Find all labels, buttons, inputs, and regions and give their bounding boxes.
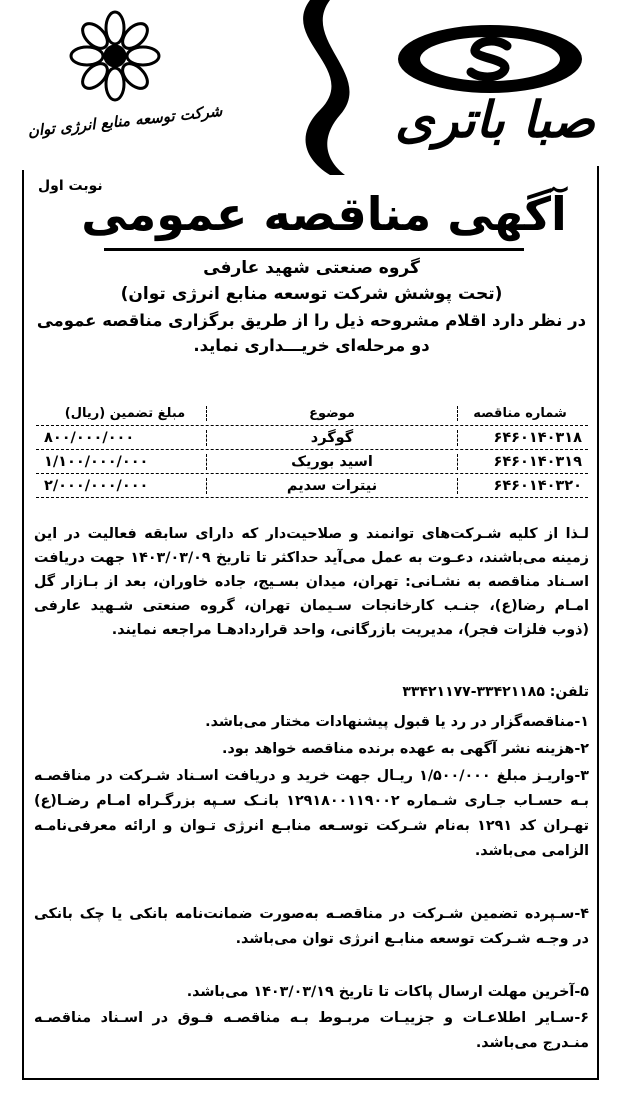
brand-name: صبا باتری [395, 91, 595, 149]
condition-item-5: ۵-آخرین مهلت ارسال پاکات تا تاریخ ۱۴۰۳/۰۳/۱۹ می‌باشد. [186, 984, 589, 1000]
guarantee-amount: ۸۰۰/۰۰۰/۰۰۰ [44, 429, 135, 446]
swoosh-divider-icon [270, 0, 380, 175]
ad-header [0, 0, 629, 170]
round-label: نوبت اول [38, 178, 103, 194]
header-subject: موضوع [206, 406, 458, 421]
tender-number: ۶۴۶۰۱۴۰۳۱۹ [493, 453, 582, 470]
condition-item-3: ۳-واریـز مبلغ ۱/۵۰۰/۰۰۰ ریـال جهت خرید و دریافت اسـناد شـرکت در مناقصـه بـه حسـاب جـاری شـماره ۱۲۹۱۸۰۰۱۱۹۰۰۲ بانـک سـپه بزرگـراه امـام رضـا(ع) تهـران کد ۱۲۹۱ به‌نام شـرکت توسـعه منابـع انرژی تـوان و ارائه معرفی‌نامـه الزامی می‌باشد. [34, 768, 590, 859]
guarantee-amount: ۱/۱۰۰/۰۰۰/۰۰۰ [44, 453, 149, 470]
flower-emblem-icon [50, 6, 180, 116]
table-header-row [36, 402, 588, 426]
condition-item-6: ۶-سـایر اطلاعـات و جزییـات مربـوط بـه مناقصـه فـوق در اسـناد مناقصـه منـدرج می‌باشد. [34, 1010, 589, 1051]
table-row [36, 426, 588, 450]
title-underline [104, 248, 524, 251]
tender-subject: نیترات سدیم [206, 478, 458, 494]
tender-table [36, 402, 588, 498]
group-line: گروه صنعتی شهید عارفی [203, 258, 420, 278]
condition-item-2: ۲-هزینه نشر آگهی به عهده برنده مناقصه خواهد بود. [222, 741, 589, 757]
tender-notice [22, 170, 597, 1080]
phone-line: تلفن: ۳۳۴۲۱۱۸۵-۳۳۴۲۱۱۷۷ [402, 684, 589, 700]
tender-subject: اسید بوریک [206, 454, 458, 470]
notice-title: آگهی مناقصه عمومی [81, 187, 567, 241]
tender-number: ۶۴۶۰۱۴۰۳۲۰ [493, 477, 582, 494]
tender-number: ۶۴۶۰۱۴۰۳۱۸ [493, 429, 582, 446]
header-amount: مبلغ تضمین (ریال) [64, 406, 186, 421]
company-signature: شرکت توسعه منابع انرژی توان [26, 101, 224, 141]
header-number: شماره مناقصه [473, 406, 567, 421]
intro-line-1: در نظر دارد اقلام مشروحه ذیل را از طریق برگزاری مناقصه عمومی [36, 311, 587, 330]
condition-item-4: ۴-سـپرده تضمین شـرکت در مناقصـه به‌صورت ضمانت‌نامه بانکی یا چک بانکی در وجـه شـرکت توسعه منابـع انرژی توان می‌باشد. [34, 906, 589, 947]
tender-subject: گوگرد [206, 430, 458, 446]
invitation-paragraph: لـذا از کلیه شـرکت‌های توانمند و صلاحیت‌دار که دارای سابقه فعالیت در این زمینه می‌باشند، دعـوت به عمل می‌آید حداکثر تا تاریخ ۱۴۰۳/۰۳/۰۹ جهت دریافت اسـناد مناقصه به نشـانی: تهران، میدان بسـیج، جاده خاوران، بعد از بـازار گل امـام رضا(ع)، جنـب کارخانجات سـیمان تهران، گروه صنعتی شـهید عارفی (ذوب فلزات فجر)، مدیریت بازرگانی، واحد قراردادهـا مراجعه نمایند. [34, 526, 589, 638]
guarantee-amount: ۲/۰۰۰/۰۰۰/۰۰۰ [44, 477, 149, 494]
table-row [36, 450, 588, 474]
subsidiary-line: (تحت پوشش شرکت توسعه منابع انرژی توان) [120, 284, 503, 304]
saba-battery-logo-icon [395, 22, 585, 96]
condition-item-1: ۱-مناقصه‌گزار در رد یا قبول پیشنهادات مختار می‌باشد. [205, 714, 589, 730]
table-row [36, 474, 588, 498]
intro-line-2: دو مرحله‌ای خریـــداری نماید. [193, 336, 430, 355]
